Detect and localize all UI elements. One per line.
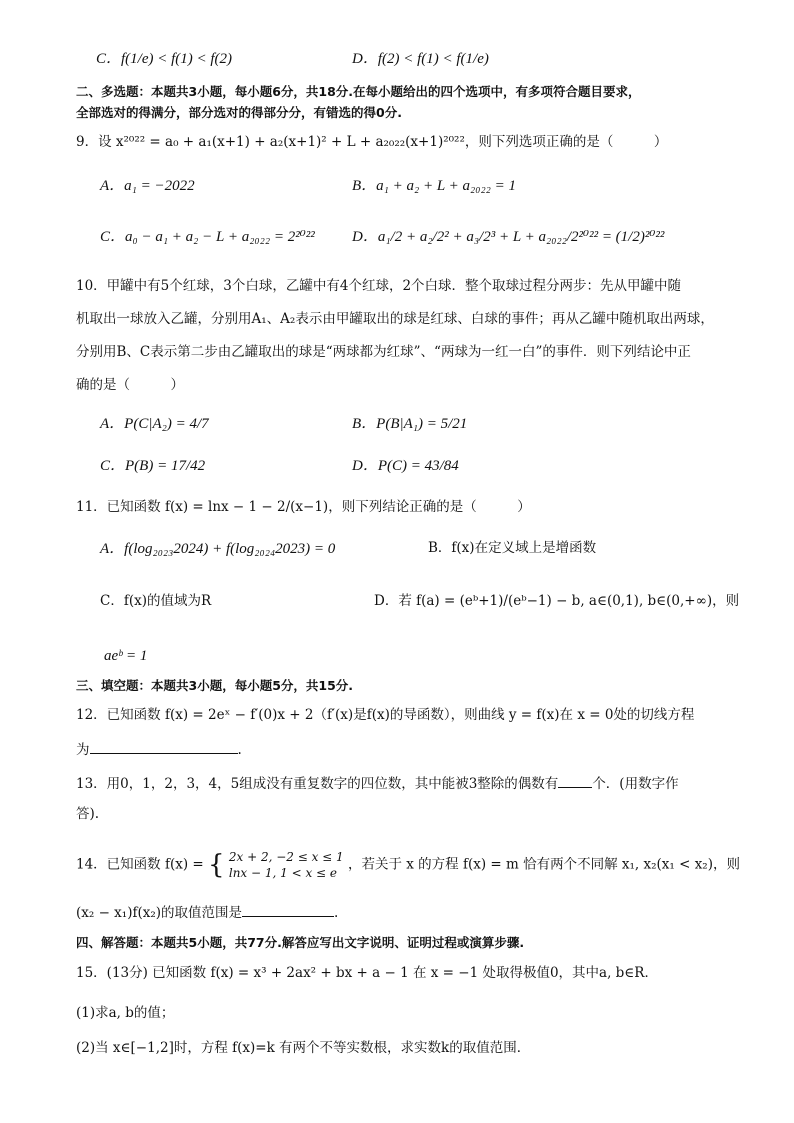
q11-option-c: C．f(x)的值域为R	[100, 593, 212, 609]
q8-option-c: C．f(1/e) < f(1) < f(2)	[96, 51, 233, 67]
q8-option-d: D．f(2) < f(1) < f(1/e)	[352, 51, 489, 67]
section-3-heading: 三、填空题：本题共3小题，每小题5分，共15分.	[76, 678, 354, 693]
q13-prefix: 13．用0，1，2，3，4，5组成没有重复数字的四位数，其中能被3整除的偶数有	[76, 776, 559, 792]
q13-stem-line2: 答).	[76, 806, 100, 822]
q14-stem-line1	[76, 849, 740, 881]
q13-suffix: 个．(用数字作	[592, 776, 679, 792]
section-2-heading-line2: 全部选对的得满分，部分选对的得部分分，有错选的得0分.	[76, 105, 402, 120]
q14-piecewise	[229, 849, 344, 881]
q12-stem-line2	[76, 741, 242, 759]
q10-option-b: B．P(B|A₁) = 5/21	[352, 416, 468, 432]
q9-stem: 9．设 x²⁰²² = a₀ + a₁(x+1) + a₂(x+1)² + L + a₂₀₂₂(x+1)²⁰²²，则下列选项正确的是（ ）	[76, 134, 668, 150]
q11-option-d: D．若 f(a) = (eᵇ+1)/(eᵇ−1) − b, a∈(0,1), b∈(0,+∞)，则	[374, 593, 740, 609]
q11-stem: 11．已知函数 f(x) = lnx − 1 − 2/(x−1)，则下列结论正确的是（ ）	[76, 499, 531, 515]
section-4-heading: 四、解答题：本题共5小题，共77分.解答应写出文字说明、证明过程或演算步骤.	[76, 935, 525, 950]
q14-line2-suffix: .	[334, 905, 339, 921]
q10-option-a: A．P(C|A₂) = 4/7	[100, 416, 209, 432]
q9-option-b: B．a₁ + a₂ + L + a₂₀₂₂ = 1	[352, 178, 517, 194]
q13-answer-blank[interactable]	[558, 775, 592, 788]
q15-part-2: (2)当 x∈[−1,2]时，方程 f(x)=k 有两个不等实数根，求实数k的取值范围．	[76, 1040, 531, 1056]
q14-case-2: lnx − 1, 1 < x ≤ e	[228, 866, 338, 881]
q9-option-d: D．a₁/2 + a₂/2² + a₃/2³ + L + a₂₀₂₂/2²⁰²² = (1/2)²⁰²²	[352, 229, 665, 245]
section-2-heading-line1: 二、多选题：本题共3小题，每小题6分，共18分.在每小题给出的四个选项中，有多项符合题目要求，	[76, 84, 641, 99]
q10-stem-line2: 机取出一球放入乙罐，分别用A₁、A₂表示由甲罐取出的球是红球、白球的事件；再从乙罐中随机取出两球，	[76, 311, 714, 327]
q10-option-d: D．P(C) = 43/84	[352, 458, 459, 474]
q15-stem: 15．(13分) 已知函数 f(x) = x³ + 2ax² + bx + a − 1 在 x = −1 处取得极值0，其中a, b∈R．	[76, 965, 658, 981]
q12-answer-blank[interactable]	[90, 741, 238, 754]
q14-suffix: ，若关于 x 的方程 f(x) = m 恰有两个不同解 x₁, x₂(x₁ < x₂)，则	[347, 856, 740, 873]
q11-option-b: B．f(x)在定义域上是增函数	[428, 540, 597, 556]
q14-answer-blank[interactable]	[242, 904, 334, 917]
q12-prefix: 为	[76, 742, 90, 758]
q10-stem-line1: 10．甲罐中有5个红球，3个白球，乙罐中有4个红球，2个白球．整个取球过程分两步：先从甲罐中随	[76, 278, 682, 294]
q11-option-d-continued: aeᵇ = 1	[104, 648, 148, 664]
q10-stem-line4: 确的是（ ）	[76, 377, 184, 393]
q14-brace: {	[208, 850, 225, 881]
q14-case-1: 2x + 2, −2 ≤ x ≤ 1	[228, 850, 344, 864]
q11-option-a: A．f(log₂₀₂₃2024) + f(log₂₀₂₄2023) = 0	[100, 541, 336, 557]
q13-stem-line1	[76, 775, 679, 793]
q14-prefix: 14．已知函数 f(x) =	[76, 856, 204, 873]
q10-option-c: C．P(B) = 17/42	[100, 458, 206, 474]
q12-stem-line1: 12．已知函数 f(x) = 2eˣ − f′(0)x + 2（f′(x)是f(x)的导函数），则曲线 y = f(x)在 x = 0处的切线方程	[76, 707, 695, 723]
q12-suffix: .	[237, 742, 242, 758]
q10-stem-line3: 分别用B、C表示第二步由乙罐取出的球是“两球都为红球”、“两球为一红一白”的事件．则下列结论中正	[76, 344, 691, 360]
q14-stem-line2	[76, 904, 338, 922]
q15-part-1: (1)求a, b的值；	[76, 1005, 175, 1021]
q9-option-a: A．a₁ = −2022	[100, 178, 195, 194]
q9-option-c: C．a₀ − a₁ + a₂ − L + a₂₀₂₂ = 2²⁰²²	[100, 229, 315, 245]
q14-line2-prefix: (x₂ − x₁)f(x₂)的取值范围是	[76, 905, 243, 921]
